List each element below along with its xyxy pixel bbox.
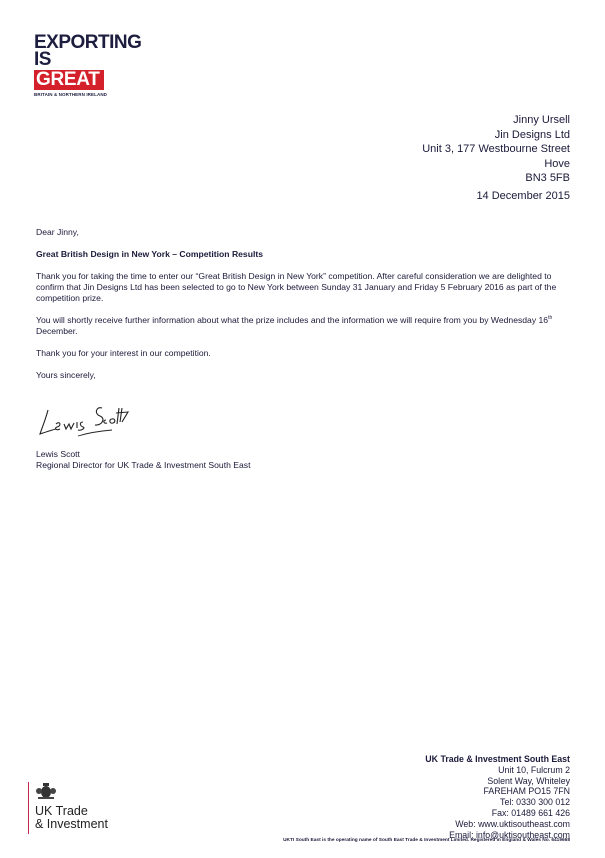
- subject-line: Great British Design in New York – Competition Results: [36, 249, 263, 259]
- logo-great: GREAT: [34, 70, 104, 90]
- ukti-line-2: & Investment: [35, 817, 108, 831]
- signer-block: [36, 449, 250, 471]
- signer-title: Regional Director for UK Trade & Investment South East: [36, 460, 251, 470]
- letter-body: [36, 227, 576, 392]
- footer-org: UK Trade & Investment South East: [425, 754, 570, 764]
- letter-date: 14 December 2015: [476, 190, 570, 202]
- paragraph-2-end: December.: [36, 326, 78, 336]
- closing: Yours sincerely,: [36, 370, 96, 380]
- recipient-postcode: BN3 5FB: [525, 172, 570, 184]
- recipient-name: Jinny Ursell: [513, 114, 570, 126]
- paragraph-3: Thank you for your interest in our competition.: [36, 348, 211, 358]
- logo-line-1: EXPORTING: [34, 32, 142, 53]
- logo-line-2: IS: [34, 49, 51, 70]
- exporting-is-great-logo: [34, 34, 141, 97]
- legal-notice: UKTI South East is the operating name of South East Trade & Investment Limited. Registered in England & Wales No. 6419668: [283, 838, 570, 843]
- footer-tel: Tel: 0330 300 012: [500, 797, 570, 808]
- recipient-town: Hove: [544, 157, 570, 170]
- footer-fax: Fax: 01489 661 426: [491, 807, 570, 818]
- paragraph-2: [36, 315, 576, 337]
- royal-crest-icon: [35, 782, 57, 800]
- sender-footer: [425, 754, 570, 840]
- salutation: Dear Jinny,: [36, 227, 79, 237]
- ordinal-suffix: th: [548, 315, 553, 321]
- ukti-logo: [28, 782, 108, 834]
- footer-email[interactable]: Email: info@uktisoutheast.com: [449, 829, 570, 840]
- recipient-company: Jin Designs Ltd: [494, 128, 570, 141]
- signer-name: Lewis Scott: [36, 449, 80, 459]
- footer-web[interactable]: Web: www.uktisoutheast.com: [455, 818, 570, 829]
- footer-address-3: FAREHAM PO15 7FN: [483, 786, 570, 797]
- footer-address-2: Solent Way, Whiteley: [487, 775, 570, 786]
- logo-subtitle: BRITAIN & NORTHERN IRELAND: [34, 92, 108, 97]
- recipient-address: [422, 113, 570, 186]
- paragraph-1: Thank you for taking the time to enter our “Great British Design in New York” competition. After careful consideration we are delighted to confirm that Jin Designs Ltd has been selected to go to New York between Sunday 31 January and Friday 5 February 2016 as part of the competition prize.: [36, 271, 557, 303]
- paragraph-2-text: You will shortly receive further information about what the prize includes and the information we will require from you by Wednesday 16: [36, 315, 549, 325]
- recipient-street: Unit 3, 177 Westbourne Street: [422, 143, 570, 155]
- ukti-line-1: UK Trade: [35, 804, 88, 818]
- signature-image: [36, 402, 146, 442]
- footer-address-1: Unit 10, Fulcrum 2: [498, 764, 570, 775]
